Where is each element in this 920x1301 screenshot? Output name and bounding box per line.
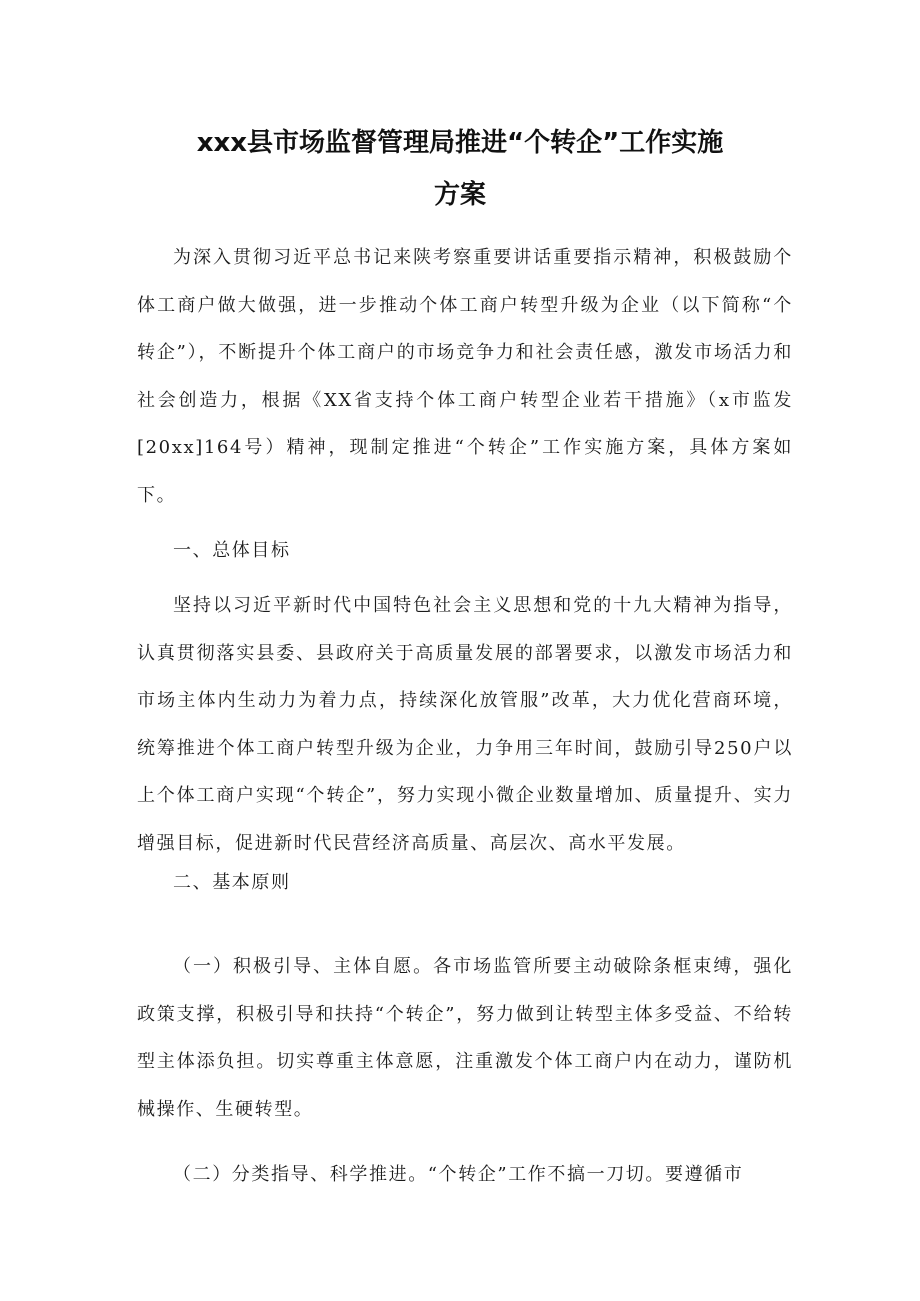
document-title-line1: xxx县市场监督管理局推进“个转企”工作实施 — [196, 128, 724, 158]
intro-paragraph: 为深入贯彻习近平总书记来陕考察重要讲话重要指示精神，积极鼓励个体工商户做大做强，进一步推动个体工商户转型升级为企业（以下简称“个转企”），不断提升个体工商户的市场竞争力和社会责任感，激发市场活力和社会创造力，根据《XX省支持个体工商户转型企业若干措施》（x市监发[20xx]164号）精神，现制定推进“个转企”工作实施方案，具体方案如下。 — [137, 247, 793, 506]
goal-paragraph: 坚持以习近平新时代中国特色社会主义思想和党的十九大精神为指导，认真贯彻落实县委、县政府关于高质量发展的部署要求，以激发市场活力和市场主体内生动力为着力点，持续深化放管服”改革，大力优化营商环境，统筹推进个体工商户转型升级为企业，力争用三年时间，鼓励引导250户以上个体工商户实现“个转企”，努力实现小微企业数量增加、质量提升、实力增强目标，促进新时代民营经济高质量、高层次、高水平发展。 — [137, 595, 793, 854]
section-heading-principles: 二、基本原则 — [173, 872, 291, 893]
principle-paragraph-1: （一）积极引导、主体自愿。各市场监管所要主动破除条框束缚，强化政策支撑，积极引导和扶持“个转企”，努力做到让转型主体多受益、不给转型主体添负担。切实尊重主体意愿，注重激发个体工商户内在动力，谨防机械操作、生硬转型。 — [137, 956, 793, 1120]
section-heading-goal: 一、总体目标 — [173, 540, 291, 561]
document-title-line2: 方案 — [433, 180, 486, 210]
principle-paragraph-2: （二）分类指导、科学推进。“个转企”工作不搞一刀切。要遵循市 — [173, 1164, 744, 1185]
